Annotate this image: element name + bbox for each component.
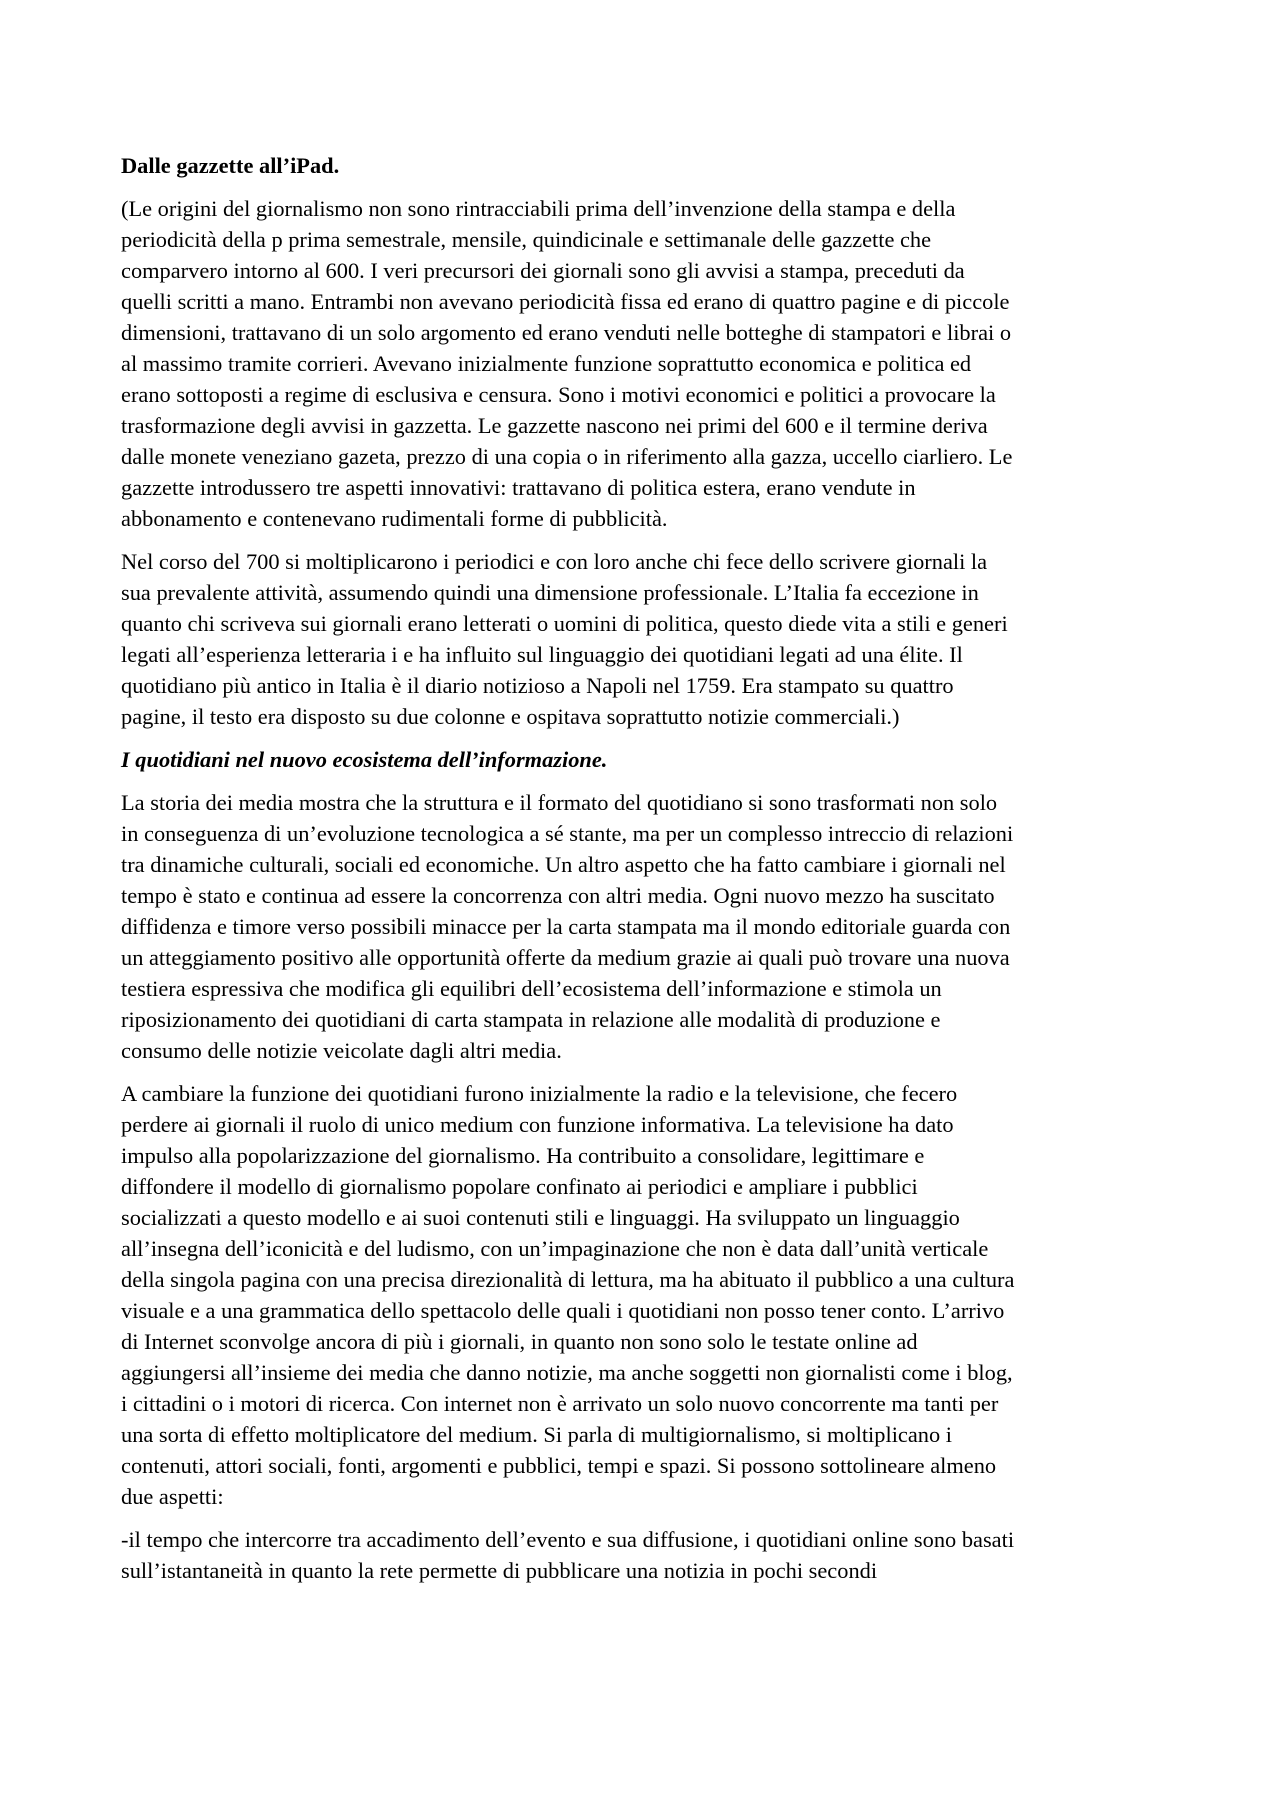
text-line: i cittadini o i motori di ricerca. Con internet non è arrivato un solo nuovo concorrente ma tanti per	[121, 1391, 999, 1416]
paragraph-storia-media	[121, 787, 1166, 1066]
text-line: un atteggiamento positivo alle opportunità offerte da medium grazie ai quali può trovare una nuova	[121, 945, 1010, 970]
text-line: dimensioni, trattavano di un solo argomento ed erano venduti nelle botteghe di stampatori e librai o	[121, 320, 1012, 345]
text-line: aggiungersi all’insieme dei media che danno notizie, ma anche soggetti non giornalisti come i blog,	[121, 1360, 1013, 1385]
text-line: consumo delle notizie veicolate dagli altri media.	[121, 1038, 562, 1063]
text-line: sull’istantaneità in quanto la rete permette di pubblicare una notizia in pochi secondi	[121, 1558, 878, 1583]
text-line: quelli scritti a mano. Entrambi non avevano periodicità fissa ed erano di quattro pagine e di piccole	[121, 289, 1010, 314]
text-line: diffondere il modello di giornalismo popolare confinato ai periodici e ampliare i pubblici	[121, 1174, 918, 1199]
text-line: trasformazione degli avvisi in gazzetta. Le gazzette nascono nei primi del 600 e il termine deriva	[121, 413, 988, 438]
text-line: quotidiano più antico in Italia è il diario notizioso a Napoli nel 1759. Era stampato su quattro	[121, 673, 954, 698]
text-line: in conseguenza di un’evoluzione tecnologica a sé stante, ma per un complesso intreccio di relazioni	[121, 821, 1014, 846]
text-line: sua prevalente attività, assumendo quindi una dimensione professionale. L’Italia fa eccezione in	[121, 580, 979, 605]
text-line: all’insegna dell’iconicità e del ludismo, con un’impaginazione che non è data dall’unità verticale	[121, 1236, 989, 1261]
text-line: -il tempo che intercorre tra accadimento dell’evento e sua diffusione, i quotidiani online sono basati	[121, 1527, 1015, 1552]
section-title: I quotidiani nel nuovo ecosistema dell’informazione.	[121, 747, 608, 772]
text-line: socializzati a questo modello e ai suoi contenuti stili e linguaggi. Ha sviluppato un linguaggio	[121, 1205, 960, 1230]
text-line: diffidenza e timore verso possibili minacce per la carta stampata ma il mondo editoriale guarda con	[121, 914, 1011, 939]
text-line: tempo è stato e continua ad essere la concorrenza con altri media. Ogni nuovo mezzo ha suscitato	[121, 883, 995, 908]
text-line: legati all’esperienza letteraria i e ha influito sul linguaggio dei quotidiani legati ad una élite. Il	[121, 642, 963, 667]
text-line: gazzette introdussero tre aspetti innovativi: trattavano di politica estera, erano vendute in	[121, 475, 916, 500]
text-line: perdere ai giornali il ruolo di unico medium con funzione informativa. La televisione ha dato	[121, 1112, 954, 1137]
paragraph-intro	[121, 193, 1166, 534]
text-line: pagine, il testo era disposto su due colonne e ospitava soprattutto notizie commerciali.)	[121, 704, 900, 729]
text-line: (Le origini del giornalismo non sono rintracciabili prima dell’invenzione della stampa e della	[121, 196, 956, 221]
text-line: La storia dei media mostra che la struttura e il formato del quotidiano si sono trasformati non solo	[121, 790, 998, 815]
text-line: una sorta di effetto moltiplicatore del medium. Si parla di multigiornalismo, si moltiplicano i	[121, 1422, 953, 1447]
text-line: della singola pagina con una precisa direzionalità di lettura, ma ha abituato il pubblico a una cultura	[121, 1267, 1015, 1292]
text-line: erano sottoposti a regime di esclusiva e censura. Sono i motivi economici e politici a provocare la	[121, 382, 996, 407]
text-line: di Internet sconvolge ancora di più i giornali, in quanto non sono solo le testate online ad	[121, 1329, 918, 1354]
text-line: due aspetti:	[121, 1484, 224, 1509]
paragraph-radio-tv	[121, 1078, 1166, 1512]
text-line: riposizionamento dei quotidiani di carta stampata in relazione alle modalità di produzione e	[121, 1007, 941, 1032]
text-line: A cambiare la funzione dei quotidiani furono inizialmente la radio e la televisione, che fecero	[121, 1081, 958, 1106]
text-line: visuale e a una grammatica dello spettacolo delle quali i quotidiani non posso tener conto. L’arrivo	[121, 1298, 1005, 1323]
text-line: al massimo tramite corrieri. Avevano inizialmente funzione soprattutto economica e politica ed	[121, 351, 972, 376]
text-line: contenuti, attori sociali, fonti, argomenti e pubblici, tempi e spazi. Si possono sottolineare almeno	[121, 1453, 997, 1478]
paragraph-punto-tempo	[121, 1524, 1166, 1586]
text-line: testiera espressiva che modifica gli equilibri dell’ecosistema dell’informazione e stimola un	[121, 976, 942, 1001]
text-line: quanto chi scriveva sui giornali erano letterati o uomini di politica, questo diede vita a stili e generi	[121, 611, 1008, 636]
text-line: dalle monete veneziano gazeta, prezzo di una copia o in riferimento alla gazza, uccello ciarliero. Le	[121, 444, 1013, 469]
text-line: comparvero intorno al 600. I veri precursori dei giornali sono gli avvisi a stampa, preceduti da	[121, 258, 965, 283]
text-line: tra dinamiche culturali, sociali ed economiche. Un altro aspetto che ha fatto cambiare i giornali nel	[121, 852, 1006, 877]
document-body	[121, 150, 1166, 1598]
document-title: Dalle gazzette all’iPad.	[121, 153, 340, 178]
text-line: Nel corso del 700 si moltiplicarono i periodici e con loro anche chi fece dello scrivere giornali la	[121, 549, 988, 574]
text-line: impulso alla popolarizzazione del giornalismo. Ha contribuito a consolidare, legittimare e	[121, 1143, 925, 1168]
paragraph-settecento	[121, 546, 1166, 732]
text-line: abbonamento e contenevano rudimentali forme di pubblicità.	[121, 506, 668, 531]
text-line: periodicità della p prima semestrale, mensile, quindicinale e settimanale delle gazzette che	[121, 227, 932, 252]
